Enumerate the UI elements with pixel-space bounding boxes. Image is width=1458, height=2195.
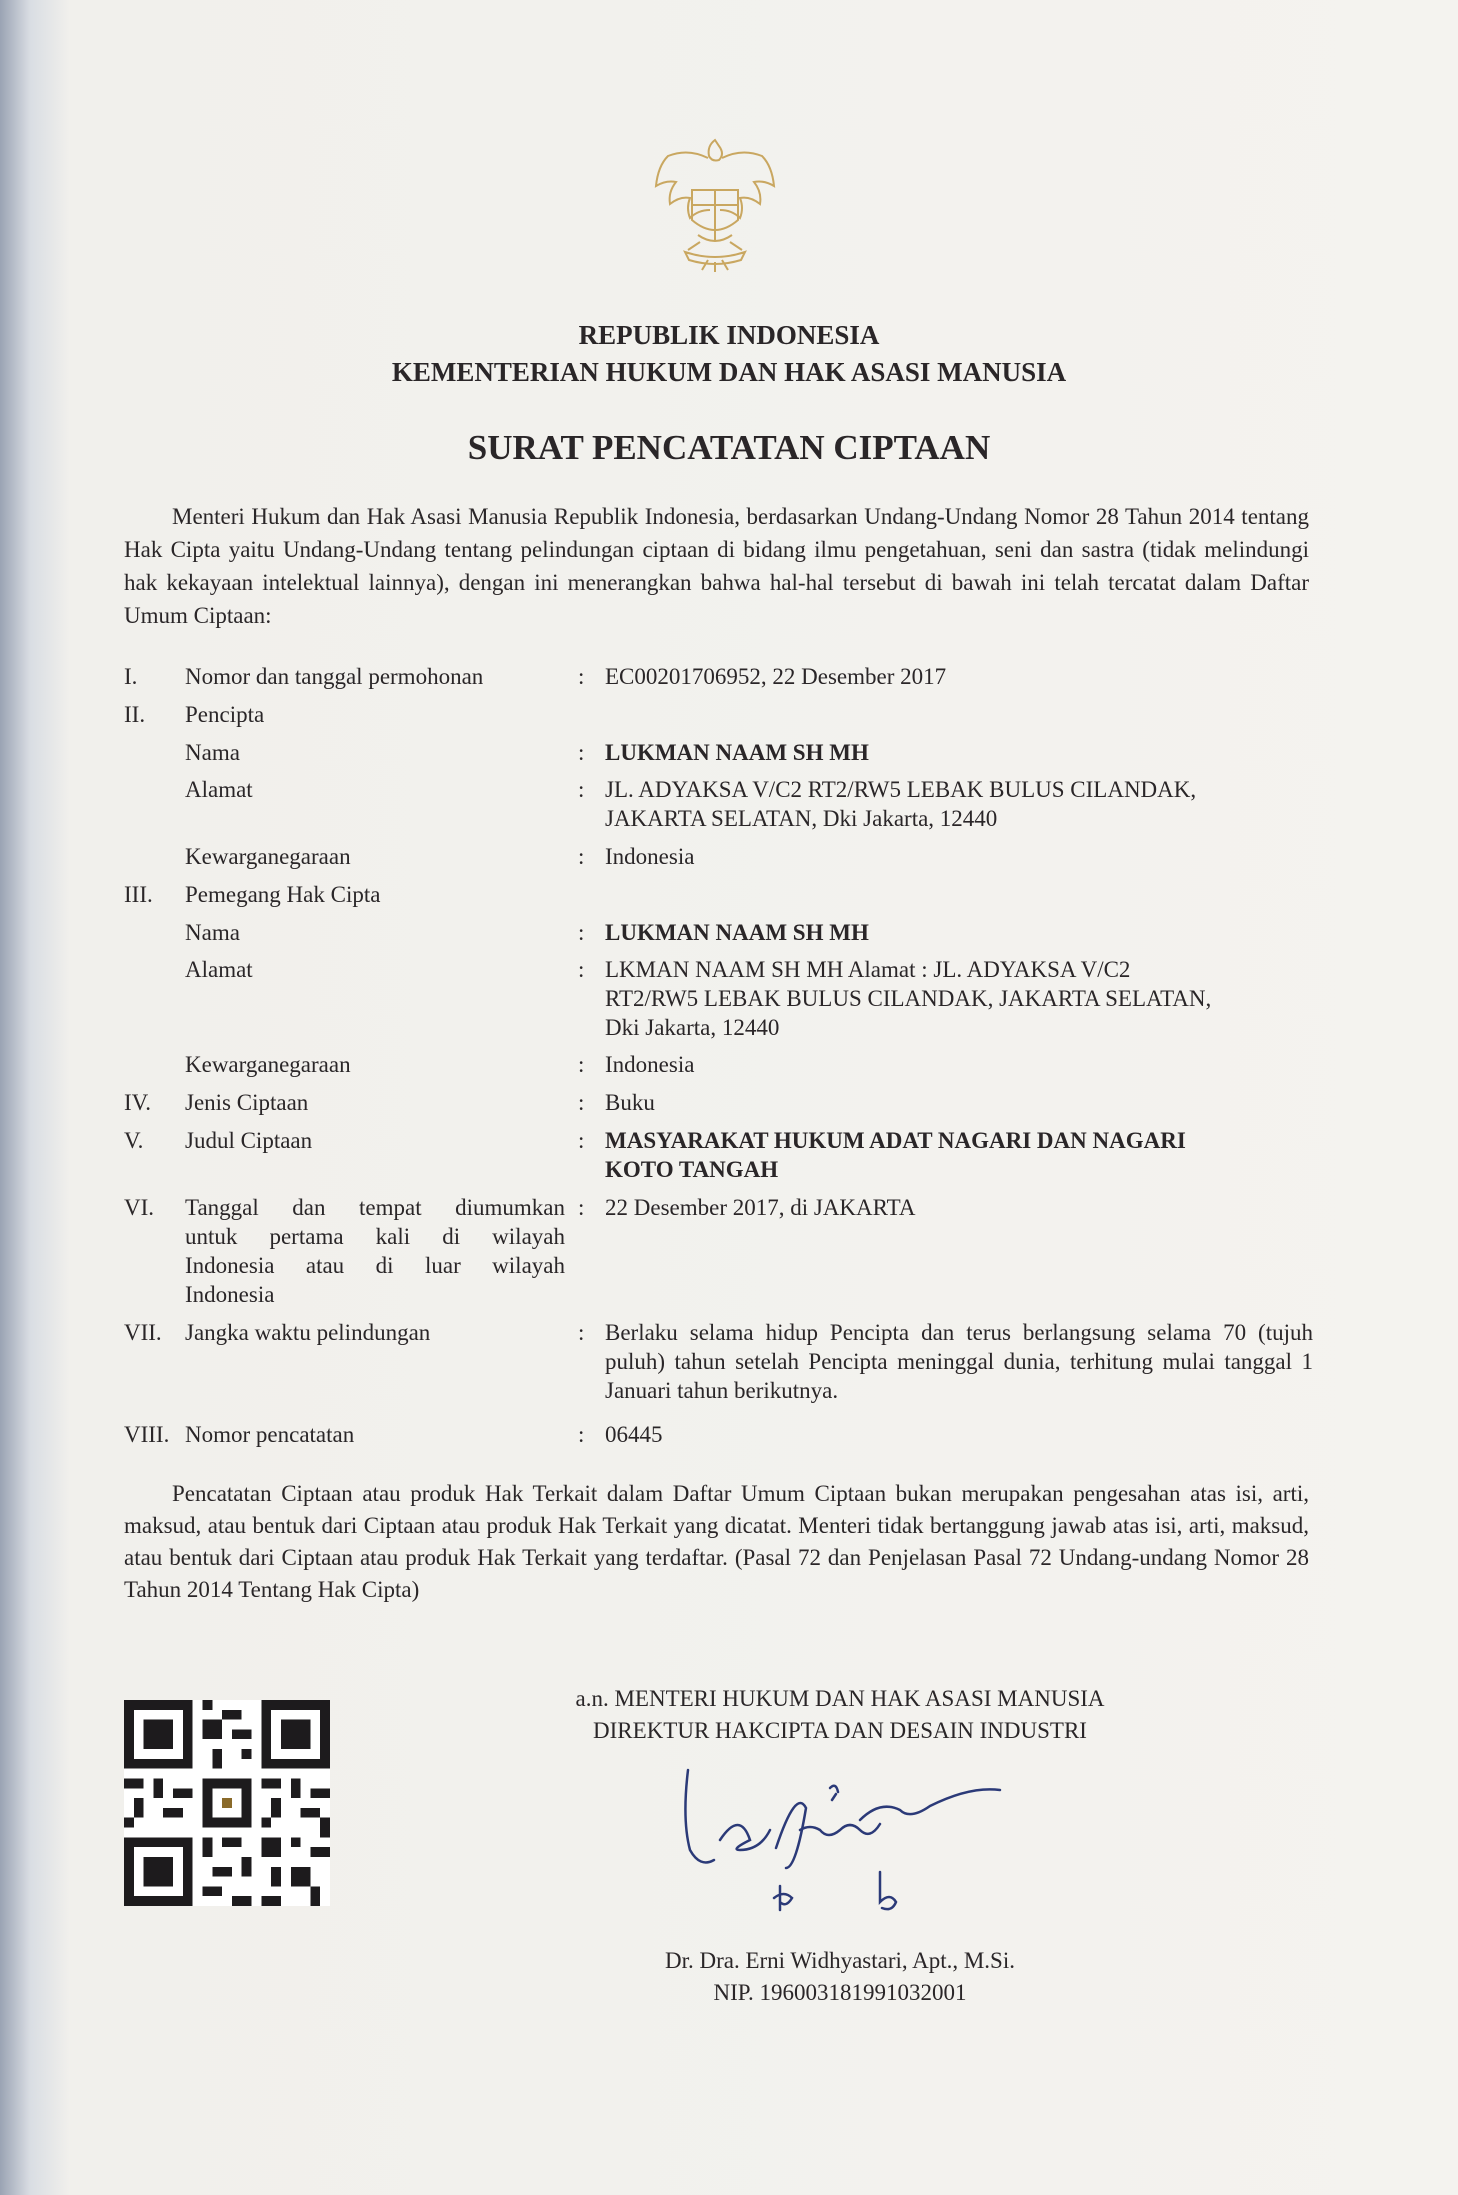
item-number: VIII. — [124, 1422, 170, 1447]
item-label: Pemegang Hak Cipta — [185, 882, 381, 907]
holder-address-value: RT2/RW5 LEBAK BULUS CILANDAK, JAKARTA SELATAN, — [605, 986, 1212, 1011]
signatory-title: a.n. MENTERI HUKUM DAN HAK ASASI MANUSIA — [575, 1686, 1105, 1711]
first-publication-value: 22 Desember 2017, di JAKARTA — [605, 1195, 916, 1220]
creator-nationality-value: Indonesia — [605, 844, 695, 869]
creator-address-value: JAKARTA SELATAN, Dki Jakarta, 12440 — [605, 806, 998, 831]
work-title-value: KOTO TANGAH — [605, 1157, 779, 1182]
item-label: Nomor pencatatan — [185, 1422, 355, 1447]
registration-number-value: 06445 — [605, 1422, 663, 1447]
colon: : — [578, 844, 585, 869]
work-title-value: MASYARAKAT HUKUM ADAT NAGARI DAN NAGARI — [605, 1128, 1186, 1153]
colon: : — [578, 1195, 585, 1220]
sub-label: Kewarganegaraan — [185, 1052, 351, 1077]
creator-address-value: JL. ADYAKSA V/C2 RT2/RW5 LEBAK BULUS CILANDAK, — [605, 777, 1197, 802]
item-number: VII. — [124, 1320, 162, 1345]
colon: : — [578, 777, 585, 802]
item-number: IV. — [124, 1090, 152, 1115]
protection-period-value: Berlaku selama hidup Pencipta dan terus berlangsung selama 70 (tujuh puluh) tahun setelah Pencipta meninggal dunia, terhitung mulai tanggal 1 Januari tahun berikutnya. — [605, 1320, 1313, 1403]
qr-code-icon — [124, 1700, 330, 1906]
item-label: Indonesia atau di luar wilayah — [185, 1253, 565, 1278]
item-number: I. — [124, 664, 138, 689]
colon: : — [578, 1128, 585, 1153]
item-label: Pencipta — [185, 702, 265, 727]
signatory-position: DIREKTUR HAKCIPTA DAN DESAIN INDUSTRI — [593, 1718, 1087, 1743]
application-number-value: EC00201706952, 22 Desember 2017 — [605, 664, 947, 689]
sub-label: Kewarganegaraan — [185, 844, 351, 869]
item-label: untuk pertama kali di wilayah — [185, 1224, 565, 1249]
holder-address-value: Dki Jakarta, 12440 — [605, 1015, 780, 1040]
holder-nationality-value: Indonesia — [605, 1052, 695, 1077]
intro-paragraph: Menteri Hukum dan Hak Asasi Manusia Republik Indonesia, berdasarkan Undang-Undang Nomor 28 Tahun 2014 tentang Hak Cipta yaitu Undang-Undang tentang pelindungan ciptaan di bidang ilmu pengetahuan, seni dan sastra (tidak melindungi hak kekayaan intelektual lainnya), dengan ini menerangkan bahwa hal-hal tersebut di bawah ini telah tercatat dalam Daftar Umum Ciptaan: — [124, 504, 1309, 628]
sub-label: Alamat — [185, 957, 253, 982]
item-number: VI. — [124, 1195, 155, 1220]
colon: : — [578, 957, 585, 982]
colon: : — [578, 1422, 585, 1447]
garuda-emblem-icon — [640, 130, 790, 280]
colon: : — [578, 1052, 585, 1077]
item-label: Nomor dan tanggal permohonan — [185, 664, 484, 689]
colon: : — [578, 664, 585, 689]
holder-name-value: LUKMAN NAAM SH MH — [605, 920, 869, 945]
colon: : — [578, 740, 585, 765]
item-number: V. — [124, 1128, 144, 1153]
colon: : — [578, 920, 585, 945]
item-label: Jangka waktu pelindungan — [185, 1320, 431, 1345]
item-number: III. — [124, 882, 153, 907]
creator-name-value: LUKMAN NAAM SH MH — [605, 740, 869, 765]
disclaimer-paragraph: Pencatatan Ciptaan atau produk Hak Terkait dalam Daftar Umum Ciptaan bukan merupakan pengesahan atas isi, arti, maksud, atau bentuk dari Ciptaan atau produk Hak Terkait yang dicatat. Menteri tidak bertanggung jawab atas isi, arti, maksud, atau bentuk dari Ciptaan atau produk Hak Terkait yang terdaftar. (Pasal 72 dan Penjelasan Pasal 72 Undang-undang Nomor 28 Tahun 2014 Tentang Hak Cipta) — [124, 1481, 1309, 1602]
country-heading: REPUBLIK INDONESIA — [578, 320, 880, 350]
holder-address-value: LKMAN NAAM SH MH Alamat : JL. ADYAKSA V/C2 — [605, 957, 1131, 982]
signatory-name: Dr. Dra. Erni Widhyastari, Apt., M.Si. — [664, 1948, 1015, 1973]
item-number: II. — [124, 702, 146, 727]
signature-icon — [680, 1760, 1010, 1920]
signatory-nip: NIP. 196003181991032001 — [713, 1980, 967, 2005]
colon: : — [578, 1320, 585, 1345]
item-label: Indonesia — [185, 1282, 275, 1307]
colon: : — [578, 1090, 585, 1115]
sub-label: Nama — [185, 740, 240, 765]
sub-label: Nama — [185, 920, 240, 945]
item-label: Jenis Ciptaan — [185, 1090, 309, 1115]
work-type-value: Buku — [605, 1090, 655, 1115]
ministry-heading: KEMENTERIAN HUKUM DAN HAK ASASI MANUSIA — [391, 357, 1067, 387]
sub-label: Alamat — [185, 777, 253, 802]
document-title: SURAT PENCATATAN CIPTAAN — [467, 428, 991, 467]
item-label: Judul Ciptaan — [185, 1128, 313, 1153]
item-label: Tanggal dan tempat diumumkan — [185, 1195, 565, 1220]
